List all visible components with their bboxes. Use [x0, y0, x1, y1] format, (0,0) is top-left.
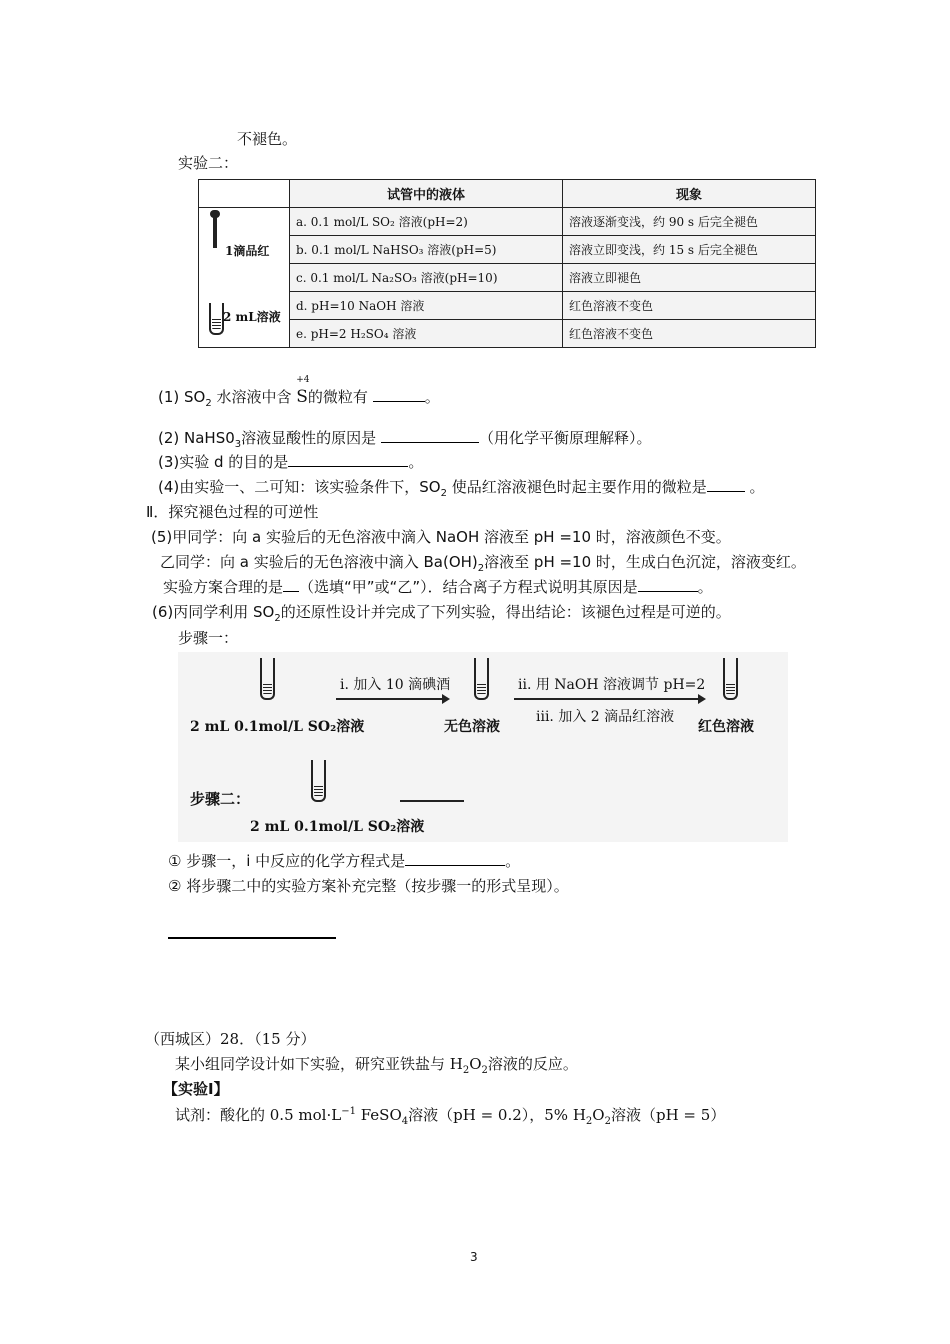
- answer-blank-3[interactable]: [288, 452, 408, 467]
- end-tube-icon: [723, 658, 738, 700]
- arrow-1: [336, 698, 448, 700]
- row-e-phenomenon: 红色溶液不变色: [563, 320, 816, 348]
- row-d-phenomenon: 红色溶液不变色: [563, 292, 816, 320]
- sub-question-2: ② 将步骤二中的实验方案补充完整（按步骤一的形式呈现）。: [168, 877, 569, 895]
- question-4: (4)由实验一、二可知：该实验条件下，$SO_2$ 使品红溶液褪色时起主要作用的微粒是 。: [158, 478, 765, 499]
- step-2-blank[interactable]: [400, 800, 464, 802]
- middle-tube-icon: [474, 658, 489, 700]
- experiment-two-label: 实验二：: [178, 154, 239, 172]
- answer-blank-6a[interactable]: [405, 851, 505, 866]
- arrow-2-bottom-label: iii. 加入 2 滴品红溶液: [536, 709, 675, 725]
- row-e-liquid: e. pH=2 H₂SO₄ 溶液: [290, 320, 563, 348]
- arrow-2-top-label: ii. 用 NaOH 溶液调节 pH=2: [518, 677, 706, 693]
- row-b-liquid: b. 0.1 mol/L NaHSO₃ 溶液(pH=5): [290, 236, 563, 264]
- step-2-tube-icon: [311, 760, 326, 802]
- answer-blank-2[interactable]: [381, 428, 479, 443]
- row-c-liquid: c. 0.1 mol/L Na₂SO₃ 溶液(pH=10): [290, 264, 563, 292]
- answer-blank-5b[interactable]: [638, 577, 698, 592]
- answer-blank-5a[interactable]: [283, 577, 299, 592]
- section-2-heading: Ⅱ．探究褪色过程的可逆性: [146, 503, 319, 521]
- arrow-1-label: i. 加入 10 滴碘酒: [340, 677, 451, 693]
- page-number: 3: [470, 1250, 478, 1264]
- solution-label: 2 mL溶液: [223, 310, 281, 324]
- question-6: (6)丙同学利用 $SO_2$的还原性设计并完成了下列实验，得出结论：该褪色过程是可逆的。: [152, 603, 731, 624]
- question-5b: 乙同学：向 a 实验后的无色溶液中滴入 $Ba(OH)_2$溶液至 pH =10 时，生成白色沉淀，溶液变红。: [160, 553, 806, 574]
- reagent-line: 试剂：酸化的 0.5 $mol\cdot L^{-1}$ FeSO$_4$溶液（pH = 0.2），5% $H_2O_2$溶液（pH = 5）: [175, 1106, 726, 1127]
- middle-solution: 无色溶液: [444, 719, 500, 735]
- step-2-solution: 2 mL 0.1mol/L SO₂溶液: [250, 819, 425, 835]
- row-c-phenomenon: 溶液立即褪色: [563, 264, 816, 292]
- apparatus-header: [199, 180, 290, 208]
- question-2: (2) $NaHS0_3$溶液显酸性的原因是 （用化学平衡原理解释）。: [158, 429, 652, 450]
- header-liquid: 试管中的液体: [290, 180, 563, 208]
- question-3: (3)实验 d 的目的是 。: [158, 453, 424, 471]
- question-1: (1) $SO_2$ 水溶液中含 +4 S的微粒有 。: [158, 375, 440, 409]
- answer-line[interactable]: [168, 937, 336, 939]
- question-5c: 实验方案合理的是 （选填“甲”或“乙”）．结合离子方程式说明其原因是 。: [163, 578, 713, 596]
- procedure-figure: [178, 652, 788, 842]
- start-solution: 2 mL 0.1mol/L SO₂溶液: [190, 719, 365, 735]
- dropper-icon: [213, 214, 217, 248]
- header-phenomenon: 现象: [563, 180, 816, 208]
- answer-blank-4[interactable]: [707, 477, 745, 492]
- experiment-1-heading: 【实验Ⅰ】: [163, 1080, 229, 1098]
- top-line: 不褪色。: [237, 130, 298, 148]
- step-1-label: 步骤一：: [178, 629, 239, 647]
- row-a-phenomenon: 溶液逐渐变浅，约 90 s 后完全褪色: [563, 208, 816, 236]
- arrow-2: [514, 698, 704, 700]
- answer-blank-1[interactable]: [373, 387, 425, 402]
- row-d-liquid: d. pH=10 NaOH 溶液: [290, 292, 563, 320]
- test-tube-icon: [209, 303, 224, 335]
- question-5a: (5)甲同学：向 a 实验后的无色溶液中滴入 NaOH 溶液至 pH =10 时，溶液颜色不变。: [151, 528, 731, 546]
- row-b-phenomenon: 溶液立即变浅，约 15 s 后完全褪色: [563, 236, 816, 264]
- xicheng-question-header: （西城区）28．（15 分）: [145, 1030, 316, 1048]
- start-tube-icon: [260, 658, 275, 700]
- intro-text: 某小组同学设计如下实验，研究亚铁盐与 $H_2O_2$溶液的反应。: [175, 1055, 578, 1076]
- experiment-table: [198, 179, 816, 348]
- step-2-label: 步骤二：: [190, 790, 251, 808]
- apparatus-cell: [199, 208, 290, 348]
- row-a-liquid: a. 0.1 mol/L SO₂ 溶液(pH=2): [290, 208, 563, 236]
- drop-label: 1滴品红: [225, 244, 270, 258]
- sub-question-1: ① 步骤一，i 中反应的化学方程式是 。: [168, 852, 521, 870]
- end-solution: 红色溶液: [698, 719, 754, 735]
